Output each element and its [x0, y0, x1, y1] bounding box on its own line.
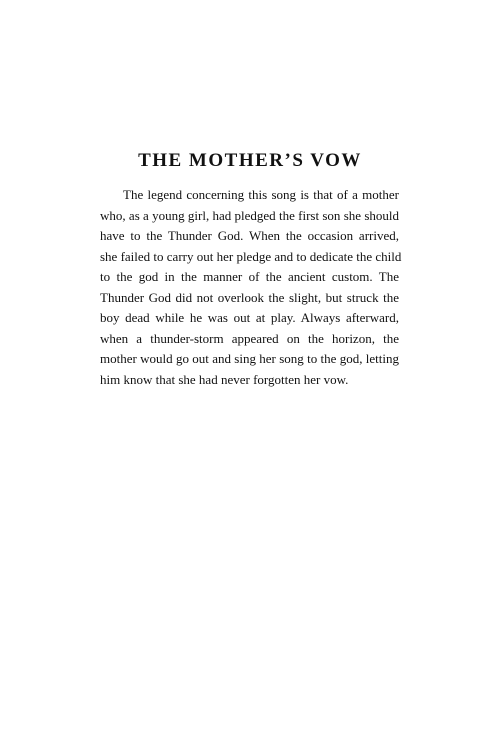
paragraph-line: him know that she had never forgotten her vow.: [100, 371, 349, 387]
legend-paragraph: [100, 185, 402, 390]
paragraph-line: Thunder God did not overlook the slight, but struck the: [100, 289, 399, 305]
paragraph-line: have to the Thunder God. When the occasion arrived,: [100, 228, 399, 243]
page-title: THE MOTHER’S VOW: [138, 150, 362, 171]
paragraph-line: mother would go out and sing her song to the god, letting: [100, 351, 399, 366]
paragraph-line: to the god in the manner of the ancient custom. The: [100, 269, 399, 284]
paragraph-line: The legend concerning this song is that of a mother: [123, 187, 399, 202]
paragraph-line: she failed to carry out her pledge and to dedicate the child: [100, 248, 402, 264]
paragraph-line: boy dead while he was out at play. Always afterward,: [100, 310, 399, 325]
paragraph-line: when a thunder-storm appeared on the horizon, the: [100, 330, 399, 346]
paragraph-line: who, as a young girl, had pledged the first son she should: [100, 207, 399, 223]
